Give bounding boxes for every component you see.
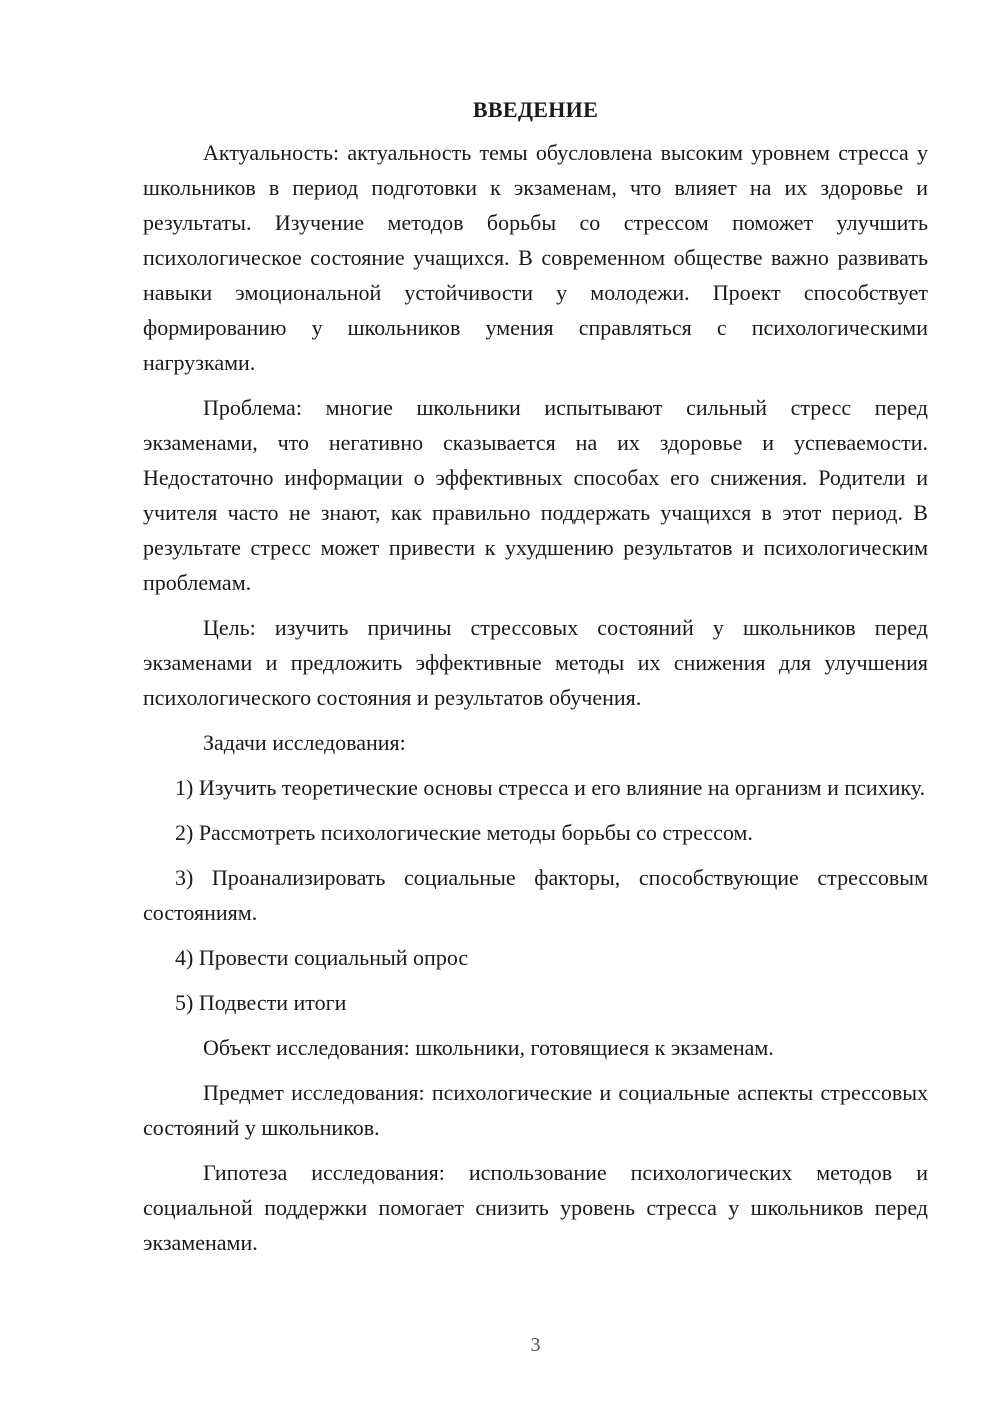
task-item: 3) Проанализировать социальные факторы, способствующие стрессовым состояниям. [143,865,928,925]
hypothesis-paragraph: Гипотеза исследования: использование психологических методов и социальной поддержки помогает снизить уровень стресса у школьников перед экзаменами. [143,1160,928,1255]
relevance-paragraph: Актуальность: актуальность темы обусловлена высоким уровнем стресса у школьников в период подготовки к экзаменам, что влияет на их здоровье и результаты. Изучение методов борьбы со стрессом поможет улучшить психологическое состояние учащихся. В современном обществе важно развивать навыки эмоциональной устойчивости у молодежи. Проект способствует формированию у школьников умения справляться с психологическими нагрузками. [143,140,928,375]
task-item: 1) Изучить теоретические основы стресса и его влияние на организм и психику. [175,775,926,800]
object-paragraph: Объект исследования: школьники, готовящиеся к экзаменам. [203,1035,774,1060]
tasks-title: Задачи исследования: [203,730,406,755]
subject-paragraph: Предмет исследования: психологические и социальные аспекты стрессовых состояний у школьников. [143,1080,928,1140]
task-item: 4) Провести социальный опрос [175,945,469,970]
problem-paragraph: Проблема: многие школьники испытывают сильный стресс перед экзаменами, что негативно сказывается на их здоровье и успеваемости. Недостаточно информации о эффективных способах его снижения. Родители и учителя часто не знают, как правильно поддержать учащихся в этот период. В результате стресс может привести к ухудшению результатов и психологическим проблемам. [143,395,928,595]
task-item: 5) Подвести итоги [175,990,347,1015]
task-item: 2) Рассмотреть психологические методы борьбы со стрессом. [175,820,753,845]
page-number: 3 [530,1334,541,1356]
page-content [143,95,928,1270]
page-title: ВВЕДЕНИЕ [472,97,599,122]
goal-paragraph: Цель: изучить причины стрессовых состояний у школьников перед экзаменами и предложить эффективные методы их снижения для улучшения психологического состояния и результатов обучения. [143,615,928,710]
